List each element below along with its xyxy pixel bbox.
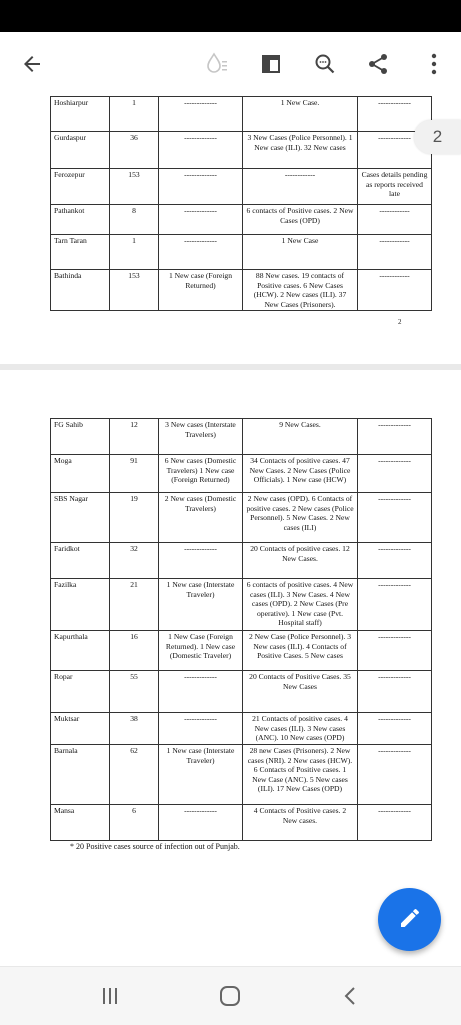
- search-icon[interactable]: [307, 46, 343, 82]
- district-cell: Kapurthala: [51, 631, 110, 671]
- total-cases-cell: 1: [110, 97, 159, 132]
- total-cases-cell: 32: [110, 543, 159, 579]
- total-cases-cell: 1: [110, 235, 159, 270]
- remarks-cell: Cases details pending as reports received late: [358, 169, 432, 205]
- travel-cases-cell: 1 New case (Interstate Traveler): [159, 579, 243, 631]
- total-cases-cell: 6: [110, 805, 159, 841]
- travel-cases-cell: -------------: [159, 132, 243, 169]
- system-nav-bar: [0, 966, 461, 1025]
- district-cell: Fazilka: [51, 579, 110, 631]
- travel-cases-cell: 3 New cases (Interstate Travelers): [159, 419, 243, 455]
- remarks-cell: -------------: [358, 419, 432, 455]
- district-cell: Mansa: [51, 805, 110, 841]
- case-details-cell: 4 Contacts of Positive cases. 2 New cases.: [243, 805, 358, 841]
- district-cell: FG Sahib: [51, 419, 110, 455]
- total-cases-cell: 91: [110, 455, 159, 493]
- remarks-cell: -------------: [358, 745, 432, 805]
- travel-cases-cell: -------------: [159, 235, 243, 270]
- remarks-cell: -------------: [358, 543, 432, 579]
- district-cell: Hoshiarpur: [51, 97, 110, 132]
- table-row: [51, 419, 432, 455]
- travel-cases-cell: -------------: [159, 543, 243, 579]
- total-cases-cell: 8: [110, 205, 159, 235]
- total-cases-cell: 36: [110, 132, 159, 169]
- district-cases-table: [50, 96, 432, 311]
- total-cases-cell: 19: [110, 493, 159, 543]
- remarks-cell: ------------: [358, 270, 432, 311]
- remarks-cell: -------------: [358, 713, 432, 745]
- district-cell: Moga: [51, 455, 110, 493]
- page-number: 2: [398, 318, 402, 326]
- case-details-cell: 34 Contacts of positive cases. 47 New Cases. 2 New Cases (Police Officials). 1 New case (HCW): [243, 455, 358, 493]
- table-row: [51, 631, 432, 671]
- back-arrow-icon[interactable]: [14, 46, 50, 82]
- case-details-cell: 2 New Case (Police Personnel). 3 New cases (ILI). 4 Contacts of Positive Cases. 5 New cases: [243, 631, 358, 671]
- remarks-cell: -------------: [358, 579, 432, 631]
- total-cases-cell: 38: [110, 713, 159, 745]
- document-viewer[interactable]: [0, 96, 461, 966]
- total-cases-cell: 62: [110, 745, 159, 805]
- total-cases-cell: 153: [110, 169, 159, 205]
- share-icon[interactable]: [360, 46, 396, 82]
- case-details-cell: 9 New Cases.: [243, 419, 358, 455]
- district-cell: Tarn Taran: [51, 235, 110, 270]
- remarks-cell: -------------: [358, 455, 432, 493]
- recent-apps-icon[interactable]: [90, 981, 130, 1011]
- travel-cases-cell: 2 New cases (Domestic Travelers): [159, 493, 243, 543]
- case-details-cell: 1 New Case.: [243, 97, 358, 132]
- table-row: [51, 713, 432, 745]
- table-row: [51, 235, 432, 270]
- travel-cases-cell: 1 New Case (Foreign Returned). 1 New case (Domestic Traveler): [159, 631, 243, 671]
- case-details-cell: ------------: [243, 169, 358, 205]
- case-details-cell: 6 contacts of positive cases. 4 New cases (ILI). 3 New Cases. 4 New cases (OPD). 2 New Cases (Pre operative). 1 New case (Pvt. Hospital staff): [243, 579, 358, 631]
- table-row: [51, 543, 432, 579]
- table-row: [51, 493, 432, 543]
- home-icon[interactable]: [210, 981, 250, 1011]
- remarks-cell: -------------: [358, 671, 432, 713]
- travel-cases-cell: -------------: [159, 713, 243, 745]
- remarks-cell: -------------: [358, 631, 432, 671]
- status-bar: [0, 0, 461, 32]
- remarks-cell: ------------: [358, 235, 432, 270]
- district-cell: Faridkot: [51, 543, 110, 579]
- table-row: [51, 205, 432, 235]
- case-details-cell: 28 new Cases (Prisoners). 2 New cases (NRI). 2 New cases (HCW). 6 Contacts of Positive cases. 1 New Case (ANC). 5 New cases (ILI). 17 New Cases (OPD): [243, 745, 358, 805]
- document-page-2: [0, 370, 461, 966]
- district-cell: Bathinda: [51, 270, 110, 311]
- total-cases-cell: 153: [110, 270, 159, 311]
- table-row: [51, 270, 432, 311]
- case-details-cell: 2 New cases (OPD). 6 Contacts of positive cases. 2 New cases (Police Personnel). 5 New Cases. 2 New cases (ILI): [243, 493, 358, 543]
- district-cell: Barnala: [51, 745, 110, 805]
- district-cell: Ropar: [51, 671, 110, 713]
- bookmark-icon[interactable]: [253, 46, 289, 82]
- travel-cases-cell: -------------: [159, 169, 243, 205]
- table-row: [51, 579, 432, 631]
- table-row: [51, 805, 432, 841]
- case-details-cell: 3 New Cases (Police Personnel). 1 New case (ILI). 32 New cases: [243, 132, 358, 169]
- total-cases-cell: 55: [110, 671, 159, 713]
- table-row: [51, 671, 432, 713]
- district-cell: SBS Nagar: [51, 493, 110, 543]
- case-details-cell: 21 Contacts of positive cases. 4 New cases (ILI). 3 New cases (ANC). 10 New cases (OPD): [243, 713, 358, 745]
- footnote: * 20 Positive cases source of infection out of Punjab.: [70, 842, 240, 851]
- district-cell: Ferozepur: [51, 169, 110, 205]
- district-cell: Muktsar: [51, 713, 110, 745]
- table-row: [51, 455, 432, 493]
- remarks-cell: -------------: [358, 493, 432, 543]
- district-cell: Pathankot: [51, 205, 110, 235]
- viewer-toolbar: [0, 32, 461, 97]
- travel-cases-cell: -------------: [159, 205, 243, 235]
- district-cases-table: [50, 418, 432, 841]
- table-row: [51, 169, 432, 205]
- travel-cases-cell: -------------: [159, 671, 243, 713]
- travel-cases-cell: 1 New case (Interstate Traveler): [159, 745, 243, 805]
- table-row: [51, 745, 432, 805]
- remarks-cell: -------------: [358, 97, 432, 132]
- table-row: [51, 132, 432, 169]
- pencil-icon: [398, 906, 422, 934]
- case-details-cell: 88 New cases. 19 contacts of Positive cases. 6 New Cases (HCW). 2 New cases (ILI). 37 New Cases (Prisoners).: [243, 270, 358, 311]
- case-details-cell: 6 contacts of Positive cases. 2 New Cases (OPD): [243, 205, 358, 235]
- travel-cases-cell: -------------: [159, 97, 243, 132]
- case-details-cell: 20 Contacts of positive cases. 12 New Cases.: [243, 543, 358, 579]
- back-icon[interactable]: [330, 981, 370, 1011]
- total-cases-cell: 21: [110, 579, 159, 631]
- remarks-cell: -------------: [358, 132, 432, 169]
- table-row: [51, 97, 432, 132]
- travel-cases-cell: -------------: [159, 805, 243, 841]
- ink-drop-icon[interactable]: [198, 46, 234, 82]
- travel-cases-cell: 6 New cases (Domestic Travelers) 1 New case (Foreign Returned): [159, 455, 243, 493]
- travel-cases-cell: 1 New case (Foreign Returned): [159, 270, 243, 311]
- case-details-cell: 1 New Case: [243, 235, 358, 270]
- total-cases-cell: 12: [110, 419, 159, 455]
- district-cell: Gurdaspur: [51, 132, 110, 169]
- document-page-1: [0, 96, 461, 364]
- total-cases-cell: 16: [110, 631, 159, 671]
- case-details-cell: 20 Contacts of Positive Cases. 35 New Cases: [243, 671, 358, 713]
- edit-fab-button[interactable]: [378, 888, 441, 951]
- remarks-cell: ------------: [358, 205, 432, 235]
- remarks-cell: -------------: [358, 805, 432, 841]
- page-indicator: 2: [414, 120, 461, 154]
- more-vert-icon[interactable]: [416, 46, 452, 82]
